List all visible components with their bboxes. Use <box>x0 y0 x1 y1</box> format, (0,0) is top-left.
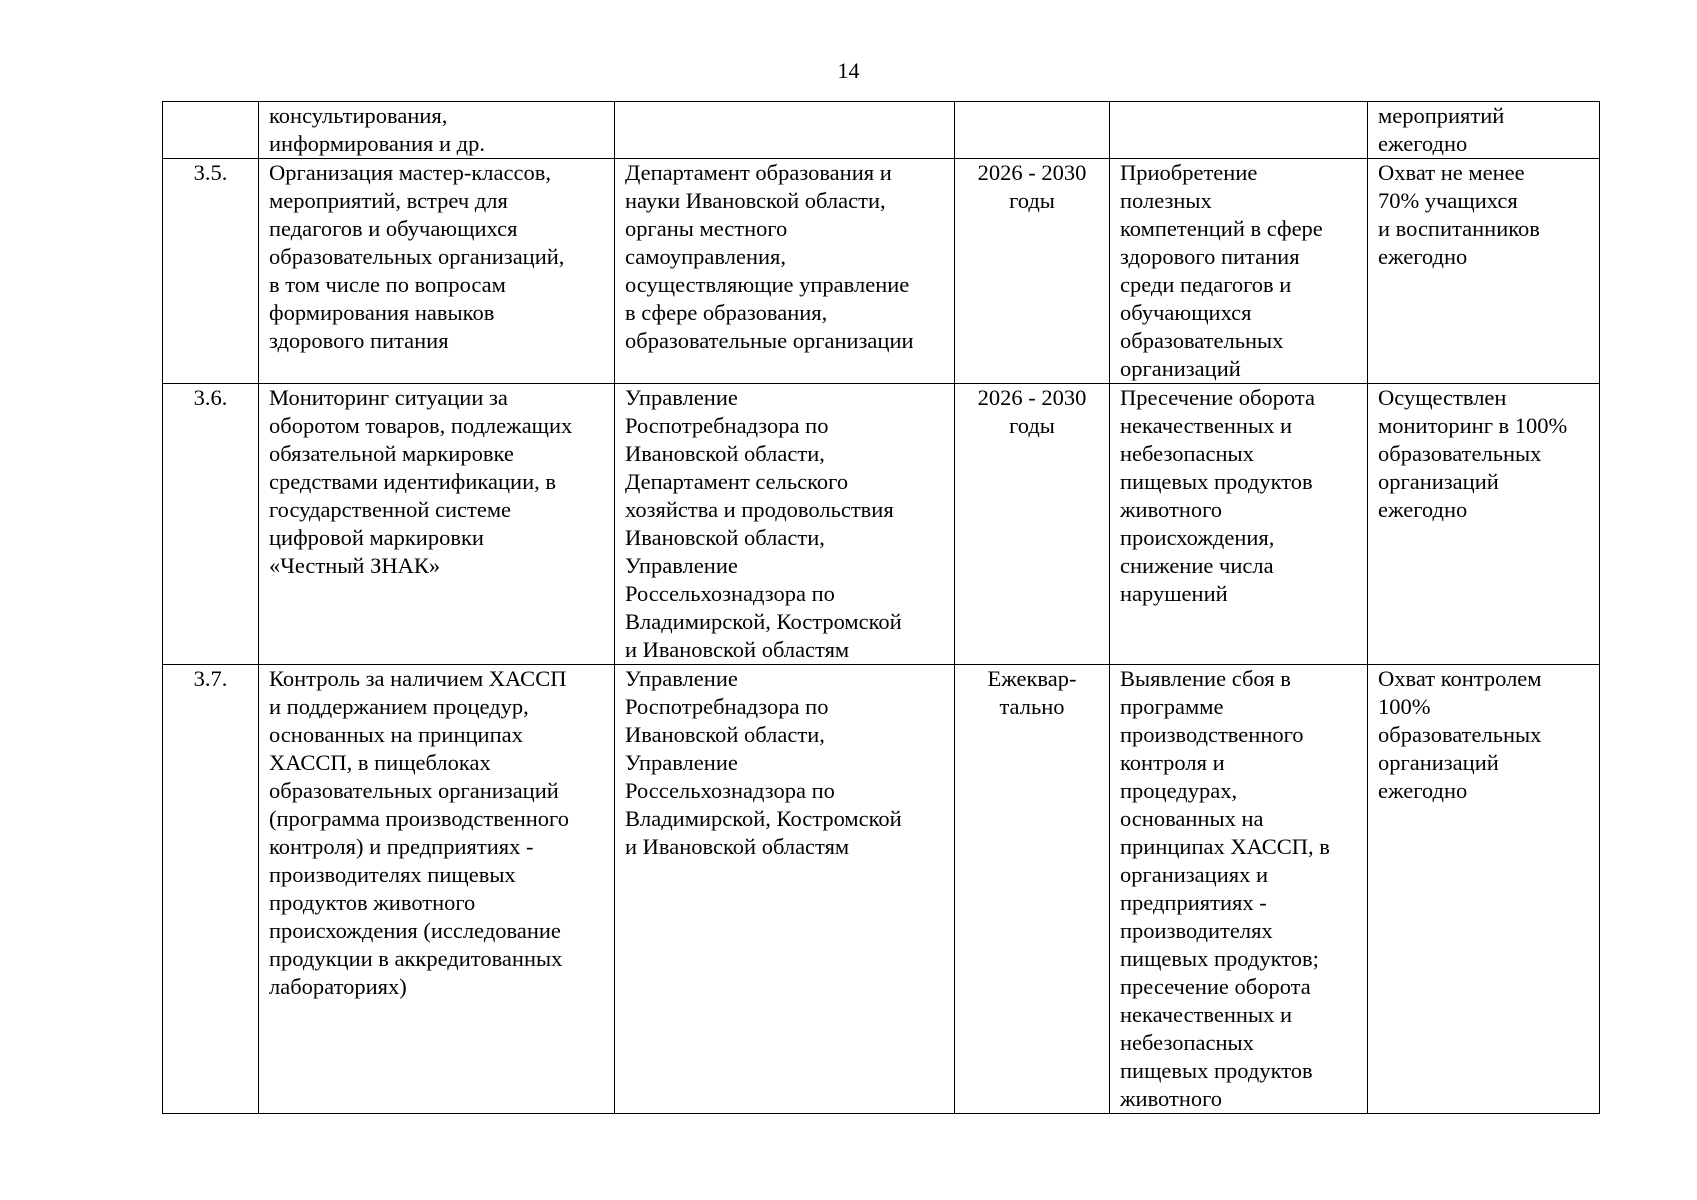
responsible-cell <box>615 102 955 159</box>
row-number: 3.5. <box>163 159 259 384</box>
table-row <box>163 159 1600 384</box>
term-cell: Ежеквар- тально <box>955 665 1110 1114</box>
responsible-cell: Управление Роспотребнадзора по Ивановской области, Департамент сельского хозяйства и продовольствия Ивановской области, Управление Россельхознадзора по Владимирской, Костромской и Ивановской областям <box>615 384 955 665</box>
activity-cell: Организация мастер-классов, мероприятий, встреч для педагогов и обучающихся образовательных организаций, в том числе по вопросам формирования навыков здорового питания <box>259 159 615 384</box>
indicator-cell: Охват не менее 70% учащихся и воспитанников ежегодно <box>1368 159 1600 384</box>
result-cell: Приобретение полезных компетенций в сфере здорового питания среди педагогов и обучающихся образовательных организаций <box>1110 159 1368 384</box>
term-cell: 2026 - 2030 годы <box>955 159 1110 384</box>
indicator-cell: Охват контролем 100% образовательных организаций ежегодно <box>1368 665 1600 1114</box>
result-cell <box>1110 102 1368 159</box>
indicator-cell: Осуществлен мониторинг в 100% образовательных организаций ежегодно <box>1368 384 1600 665</box>
term-cell: 2026 - 2030 годы <box>955 384 1110 665</box>
table-row <box>163 665 1600 1114</box>
responsible-cell: Департамент образования и науки Ивановской области, органы местного самоуправления, осуществляющие управление в сфере образования, образовательные организации <box>615 159 955 384</box>
activity-plan-table <box>162 101 1600 1114</box>
activity-cell: Мониторинг ситуации за оборотом товаров, подлежащих обязательной маркировке средствами идентификации, в государственной системе цифровой маркировки «Честный ЗНАК» <box>259 384 615 665</box>
result-cell: Выявление сбоя в программе производственного контроля и процедурах, основанных на принципах ХАССП, в организациях и предприятиях - производителях пищевых продуктов; пресечение оборота некачественных и небезопасных пищевых продуктов животного <box>1110 665 1368 1114</box>
page-number: 14 <box>837 58 860 83</box>
row-number: 3.7. <box>163 665 259 1114</box>
row-number: 3.6. <box>163 384 259 665</box>
responsible-cell: Управление Роспотребнадзора по Ивановской области, Управление Россельхознадзора по Владимирской, Костромской и Ивановской областям <box>615 665 955 1114</box>
row-number <box>163 102 259 159</box>
activity-cell: консультирования, информирования и др. <box>259 102 615 159</box>
result-cell: Пресечение оборота некачественных и небезопасных пищевых продуктов животного происхождения, снижение числа нарушений <box>1110 384 1368 665</box>
term-cell <box>955 102 1110 159</box>
activity-cell: Контроль за наличием ХАССП и поддержанием процедур, основанных на принципах ХАССП, в пищеблоках образовательных организаций (программа производственного контроля) и предприятиях - производителях пищевых продуктов животного происхождения (исследование продукции в аккредитованных лабораториях) <box>259 665 615 1114</box>
table-row <box>163 384 1600 665</box>
indicator-cell: мероприятий ежегодно <box>1368 102 1600 159</box>
table-row-continuation <box>163 102 1600 159</box>
